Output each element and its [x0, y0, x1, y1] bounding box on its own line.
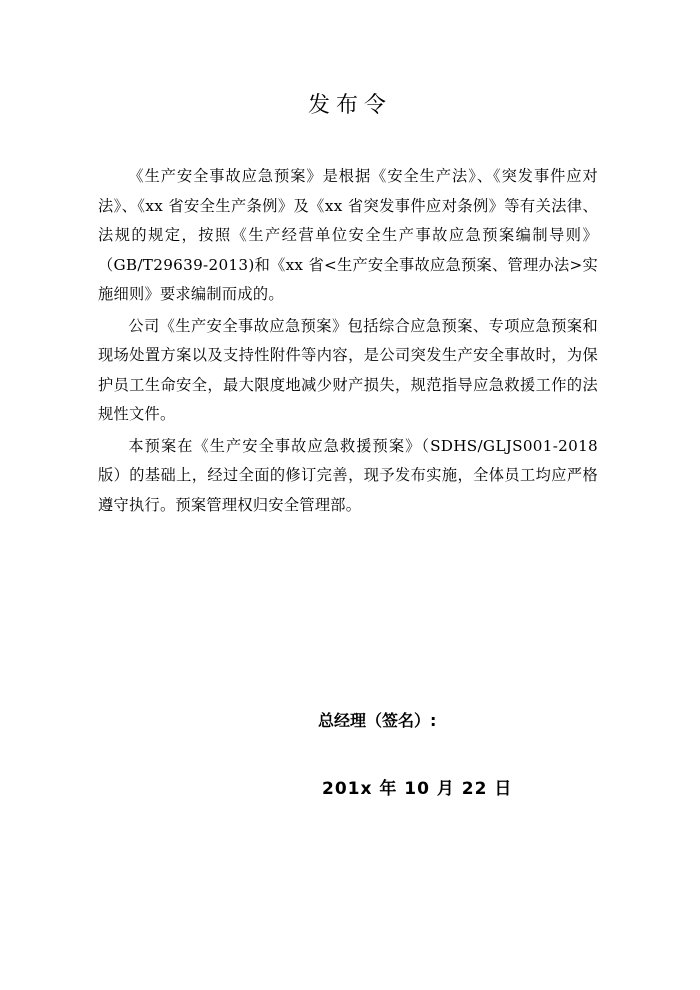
document-body [98, 162, 598, 522]
page-title: 发布令 [307, 93, 392, 118]
paragraph-basis: 《生产安全事故应急预案》是根据《安全生产法》、《突发事件应对法》、《xx 省安全生产条例》及《xx 省突发事件应对条例》等有关法律、法规的规定，按照《生产经营单位安全生产事故应急预案编制导则》（GB/T29639-2013)和《xx 省<生产安全事故应急预案、管理办法>实施细则》要求编制而成的。 [98, 167, 598, 303]
paragraph-scope: 公司《生产安全事故应急预案》包括综合应急预案、专项应急预案和现场处置方案以及支持性附件等内容，是公司突发生产安全事故时，为保护员工生命安全，最大限度地减少财产损失，规范指导应急救援工作的法规性文件。 [98, 316, 598, 423]
signature-label: 总经理（签名）: [318, 711, 437, 730]
paragraph-revision: 本预案在《生产安全事故应急救援预案》（SDHS/GLJS001-2018 版）的基础上，经过全面的修订完善，现予发布实施，全体员工均应严格遵守执行。预案管理权归安全管理部。 [98, 436, 598, 514]
issue-date: 201x 年 10 月 22 日 [322, 779, 513, 799]
